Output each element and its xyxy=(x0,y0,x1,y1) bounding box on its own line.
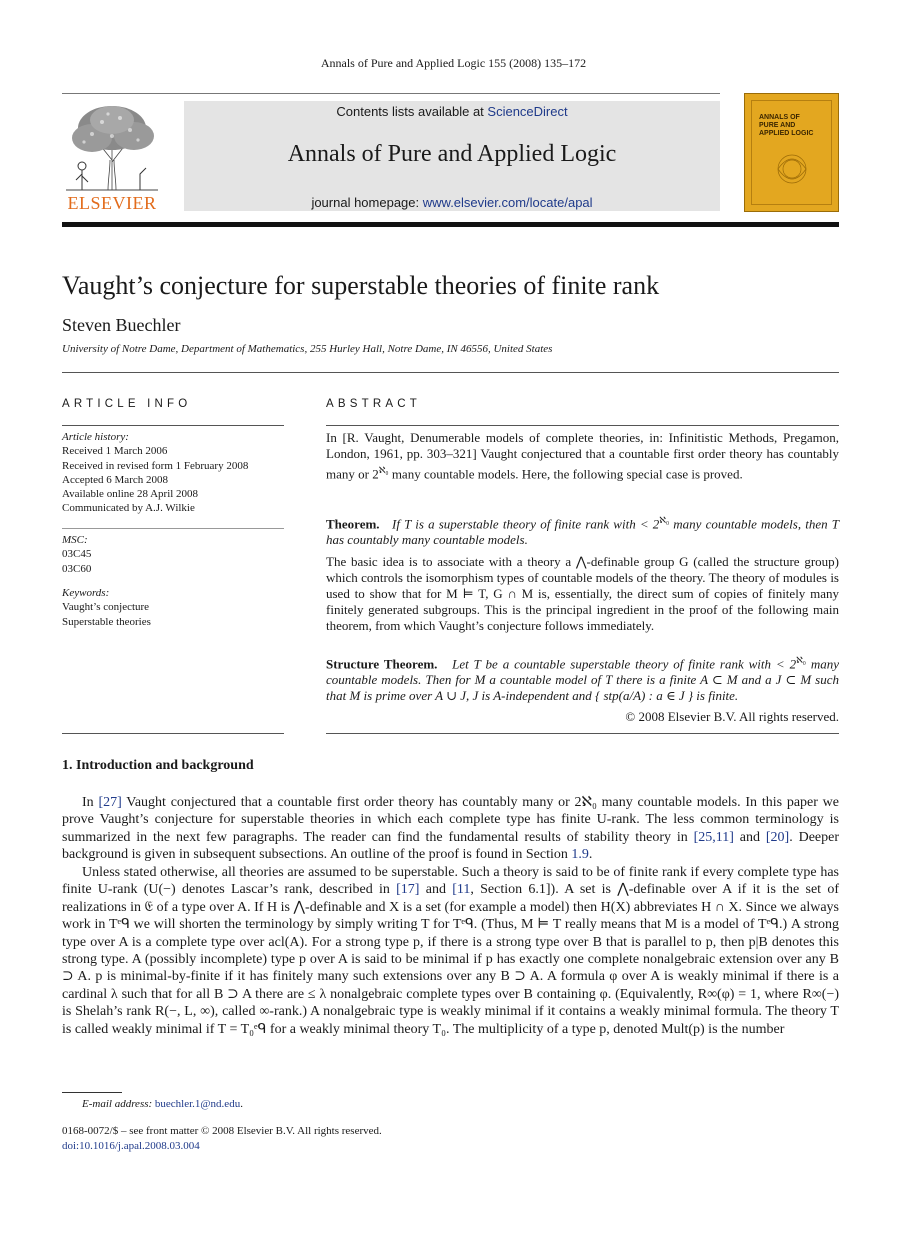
abstract-paragraph xyxy=(326,430,839,482)
abstract-heading: ABSTRACT xyxy=(326,398,421,410)
history-label: Article history: xyxy=(62,431,129,443)
body-paragraph xyxy=(62,794,839,864)
history-item: Available online 28 April 2008 xyxy=(62,488,199,501)
msc-label: MSC: xyxy=(62,534,88,546)
keyword: Superstable theories xyxy=(62,615,151,628)
cover-title-line: ANNALS OF xyxy=(759,114,800,121)
email-link[interactable]: buechler.1@nd.edu xyxy=(154,1098,241,1110)
body-paragraph xyxy=(62,864,839,1038)
divider xyxy=(62,372,839,373)
cover-title-line: APPLIED LOGIC xyxy=(759,130,814,137)
abstract-structure-theorem xyxy=(326,652,839,704)
body-text: and xyxy=(419,882,453,898)
homepage-line xyxy=(184,195,720,210)
publisher-name: ELSEVIER xyxy=(67,193,157,213)
journal-name: Annals of Pure and Applied Logic xyxy=(287,141,617,167)
masthead-top-rule xyxy=(62,93,720,94)
keyword: Vaught’s conjecture xyxy=(62,601,150,614)
citation-link[interactable]: [20] xyxy=(765,829,790,845)
article-title: Vaught’s conjecture for superstable theories of finite rank xyxy=(62,271,660,300)
theorem-text: many countable models, then T has countably many countable models. xyxy=(326,516,839,548)
divider xyxy=(62,425,284,426)
running-head: Annals of Pure and Applied Logic 155 (2008) 135–172 xyxy=(320,56,587,70)
aleph-superscript: ℵ₀ xyxy=(659,515,670,525)
section-heading: 1. Introduction and background xyxy=(62,758,254,773)
abstract-text: many countable models. Here, the following special case is proved. xyxy=(388,466,743,482)
history-item: Communicated by A.J. Wilkie xyxy=(62,502,195,515)
abstract-theorem xyxy=(326,512,839,548)
abstract-text: In [R. Vaught, Denumerable models of complete theories, in: Infinitistic Methods, Pregamon, London, 1961, pp. 303–321] Vaught conjectured that a countable first order theory has countably many or 2 xyxy=(326,430,839,482)
article-history xyxy=(62,430,284,516)
citation-link[interactable]: [25,11] xyxy=(693,829,734,845)
email-footnote xyxy=(82,1098,243,1110)
body-text: and xyxy=(733,829,766,845)
keywords-label: Keywords: xyxy=(62,587,110,599)
theorem-text: many countable models. Then for M a countable model of T there is a finite A ⊂ M and a J ⊂ M such that M is prime over A ∪ J, J is A-independent and { stp(a/A) : a ∈ J } is finite. xyxy=(326,656,839,704)
journal-cover-thumbnail[interactable] xyxy=(744,93,839,212)
copyright-notice: © 2008 Elsevier B.V. All rights reserved. xyxy=(625,709,839,724)
divider xyxy=(326,733,839,734)
history-item: Received in revised form 1 February 2008 xyxy=(62,459,249,472)
msc-code: 03C60 xyxy=(62,562,92,575)
body-text: In xyxy=(82,795,99,810)
body-text: Unless stated otherwise, all theories are assumed to be superstable. Such a theory is said to be of finite rank if every complete type has finite U-rank (U(−) denotes Lascar’s rank, described in xyxy=(62,865,839,898)
body-text: . xyxy=(588,847,593,863)
email-label: E-mail address: xyxy=(82,1098,155,1110)
theorem-text: If T is a superstable theory of finite rank with < 2 xyxy=(392,516,660,532)
aleph-superscript: ℵ₀ xyxy=(796,655,806,665)
masthead-thick-rule xyxy=(62,222,839,227)
contents-line xyxy=(184,104,720,119)
email-end: . xyxy=(240,1098,243,1110)
cover-title-line: PURE AND xyxy=(759,122,796,129)
citation-link[interactable]: [11 xyxy=(452,882,471,898)
sciencedirect-link[interactable]: ScienceDirect xyxy=(487,104,568,119)
keywords xyxy=(62,586,284,629)
section-link[interactable]: 1.9 xyxy=(571,847,589,863)
abstract-paragraph: The basic idea is to associate with a theory a ⋀-definable group G (called the structure group) which controls the isomorphism types of countable models of the theory. The theory of modules is used to show that for M ⊨ T, G ∩ M is, essentially, the direct sum of copies of finitely many finitely generated subgroups. This is the principal ingredient in the proof of the following main theorem, from which Vaught’s conjecture follows immediately. xyxy=(326,554,839,633)
cover-ornament-icon xyxy=(767,144,817,194)
divider xyxy=(326,425,839,426)
msc-code: 03C45 xyxy=(62,548,92,561)
history-item: Accepted 6 March 2008 xyxy=(62,473,168,486)
elsevier-logo[interactable] xyxy=(62,100,162,214)
structure-theorem-label: Structure Theorem. xyxy=(326,656,438,672)
cover-title xyxy=(759,114,829,138)
divider xyxy=(62,733,284,734)
citation-link[interactable]: [27] xyxy=(98,795,122,810)
article-info-heading: ARTICLE INFO xyxy=(62,398,192,410)
theorem-label: Theorem. xyxy=(326,516,380,532)
aleph-superscript: ℵ₀ xyxy=(378,465,389,475)
citation-link[interactable]: [17] xyxy=(396,882,420,898)
divider xyxy=(62,528,284,529)
history-item: Received 1 March 2006 xyxy=(62,445,168,458)
issn-line: 0168-0072/$ – see front matter © 2008 Elsevier B.V. All rights reserved. xyxy=(62,1125,382,1137)
author-name: Steven Buechler xyxy=(62,315,181,335)
body-text: . Deeper background is given in subsequent subsections. An outline of the proof is found in Section xyxy=(62,829,839,863)
doi-line xyxy=(62,1140,200,1152)
body-text: , Section 6.1]). A set is ⋀-definable over A if it is the set of realizations in 𝔈 of a type over A. If H is ⋀-definable and X is a set (for example a model) then H(X) abbreviates H ∩ X. Since we always work in Tᵉᑫ we will shorten the terminology by simply writing T for Tᵉᑫ. (Thus, M ⊨ T really means that M is a model of Tᵉᑫ.) A strong type over A is a complete type over acl(A). For a strong type p, if there is a strong type over B that is parallel to p, then p|B denotes this strong type. A (possibly incomplete) type p over A is said to be minimal if p has exactly one complete nonalgebraic extension over any B ⊃ A. p is minimal-by-finite if it has finitely many such extensions over any B ⊃ A. A formula φ over A is weakly minimal if there is a cardinal λ such that for all B ⊃ A there are ≤ λ nonalgebraic complete types over B containing φ. (Equivalently, R∞(φ) = 1, where R∞(−) is Shelah’s rank R(−, L, ∞), called ∞-rank.) A nonalgebraic type is weakly minimal if it contains a weakly minimal formula. The theory T is called weakly minimal if T = T₀ᵉᑫ for a weakly minimal theory T₀. The multiplicity of a type p, denoted Mult(p) is the number xyxy=(62,882,839,1037)
contents-prefix: Contents lists available at xyxy=(336,104,488,119)
theorem-text: Let T be a countable superstable theory of finite rank with < 2 xyxy=(452,656,797,672)
tree-logo-icon xyxy=(62,100,162,192)
footnote-rule xyxy=(62,1092,122,1093)
body-text: Vaught conjectured that a countable first order theory has countably many or 2ℵ₀ many countable models. In this paper we prove Vaught’s conjecture for superstable theories in which each complete type has finite U-rank. The less common terminology is summarized in the next few paragraphs. The reader can find the fundamental results of stability theory in xyxy=(62,795,839,845)
journal-homepage-link[interactable]: www.elsevier.com/locate/apal xyxy=(422,195,593,210)
homepage-prefix: journal homepage: xyxy=(311,195,423,210)
doi-link[interactable]: doi:10.1016/j.apal.2008.03.004 xyxy=(62,1140,200,1152)
msc-codes xyxy=(62,533,284,576)
author-affiliation: University of Notre Dame, Department of Mathematics, 255 Hurley Hall, Notre Dame, IN 46556, United States xyxy=(62,343,553,355)
